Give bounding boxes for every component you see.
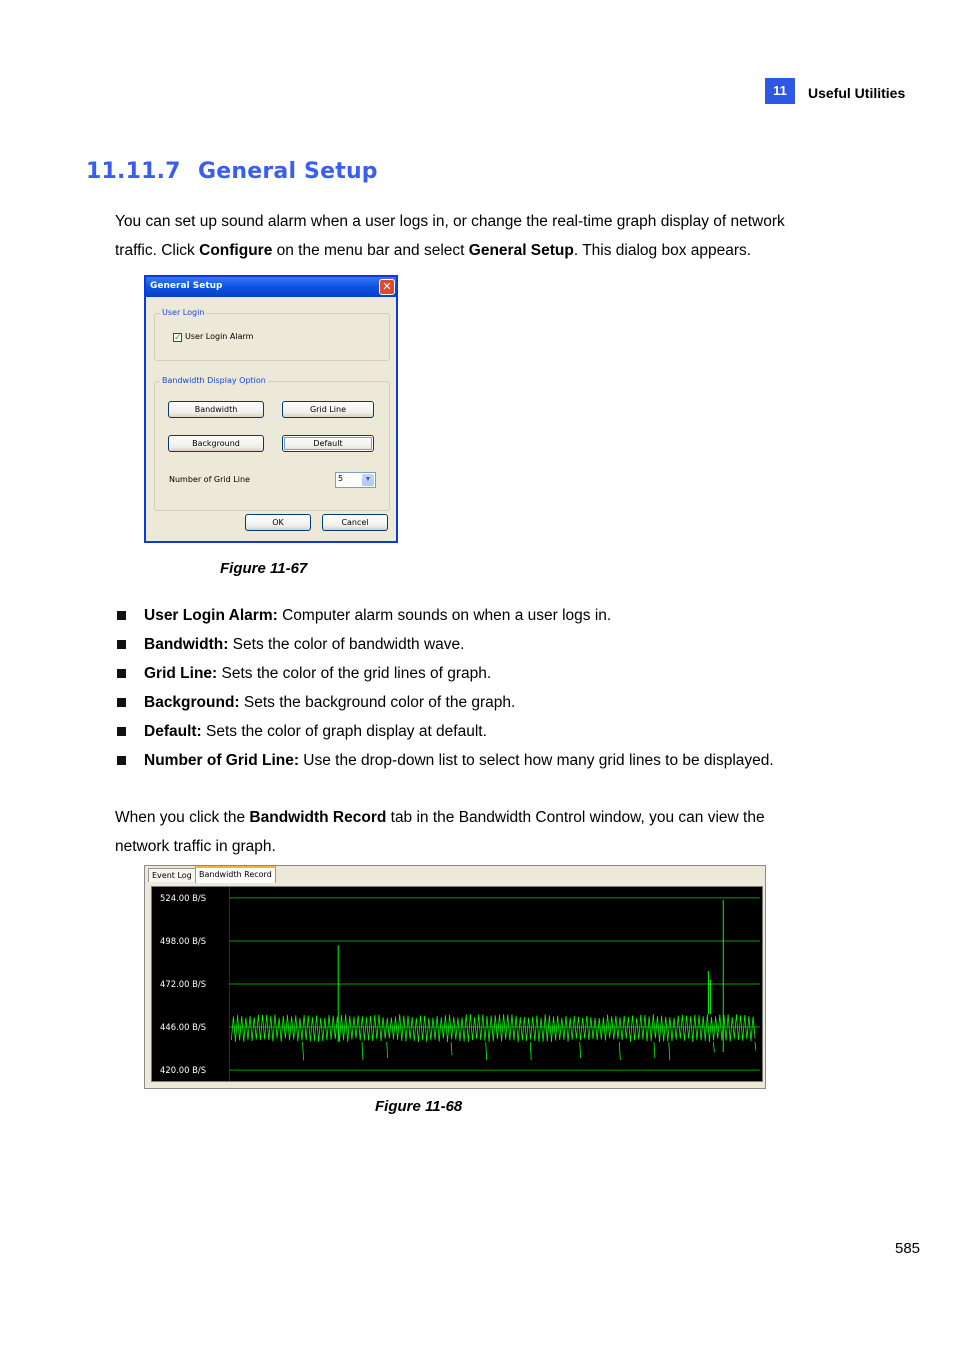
bandwidth-dip — [580, 1042, 581, 1058]
intro-line-2: traffic. Click Configure on the menu bar and select General Setup. This dialog box appears. — [115, 242, 752, 259]
user-login-alarm-checkbox[interactable]: ✓ — [174, 332, 182, 342]
bandwidth-paragraph-line-2: network traffic in graph. — [115, 838, 276, 855]
bandwidth-dip — [713, 1042, 714, 1052]
chapter-number-badge: 11 — [765, 78, 795, 104]
list-item: Grid Line: Sets the color of the grid lines of graph. — [116, 659, 774, 688]
bandwidth-paragraph — [115, 803, 855, 861]
user-login-group — [154, 308, 390, 361]
bullet-square-icon — [117, 640, 126, 649]
chapter-title: Useful Utilities — [808, 85, 906, 101]
graph-y-label: 498.00 B/S — [160, 935, 207, 946]
graph-y-label: 420.00 B/S — [160, 1065, 207, 1076]
user-login-alarm-label: User Login Alarm — [185, 332, 254, 341]
dialog-title: General Setup — [150, 281, 223, 291]
default-button[interactable]: Default — [282, 435, 374, 452]
close-icon[interactable]: ✕ — [379, 279, 395, 295]
grid-line-button[interactable]: Grid Line — [282, 401, 374, 418]
section-title: General Setup — [198, 159, 378, 184]
list-item: Background: Sets the background color of the graph. — [116, 688, 774, 717]
figure-caption-1: Figure 11-67 — [220, 560, 308, 577]
bullet-square-icon — [117, 727, 126, 736]
list-item: Default: Sets the color of graph display at default. — [116, 717, 774, 746]
bandwidth-dip — [387, 1042, 388, 1058]
background-button[interactable]: Background — [168, 435, 264, 452]
bullet-square-icon — [117, 669, 126, 678]
intro-paragraph — [115, 207, 855, 265]
tab-event-log[interactable]: Event Log — [148, 868, 196, 882]
grid-count-dropdown[interactable] — [335, 472, 376, 488]
tab-bandwidth-record[interactable]: Bandwidth Record — [195, 866, 276, 883]
bullet-square-icon — [117, 611, 126, 620]
list-item: Bandwidth: Sets the color of bandwidth wave. — [116, 630, 774, 659]
bandwidth-dip — [451, 1042, 452, 1055]
bullet-square-icon — [117, 698, 126, 707]
list-item: Number of Grid Line: Use the drop-down list to select how many grid lines to be displayed. — [116, 746, 774, 775]
bandwidth-dip — [530, 1042, 531, 1060]
bandwidth-button[interactable]: Bandwidth — [168, 401, 264, 418]
cancel-button[interactable]: Cancel — [322, 514, 388, 531]
bandwidth-dip — [654, 1042, 655, 1058]
bandwidth-dip — [362, 1042, 363, 1060]
bandwidth-dip — [669, 1042, 670, 1060]
bandwidth-dip — [303, 1042, 304, 1060]
chevron-down-icon[interactable]: ▼ — [362, 474, 374, 486]
section-number: 11.11.7 — [86, 159, 181, 184]
section-heading — [86, 159, 378, 184]
graph-y-label: 446.00 B/S — [160, 1022, 207, 1033]
bandwidth-graph — [151, 886, 763, 1082]
graph-y-label: 524.00 B/S — [160, 892, 207, 903]
page-number: 585 — [895, 1240, 921, 1257]
grid-count-value: 5 — [338, 474, 344, 483]
user-login-group-label: User Login — [162, 308, 205, 317]
bullet-square-icon — [117, 756, 126, 765]
bandwidth-display-group-label: Bandwidth Display Option — [162, 376, 266, 385]
bandwidth-dip — [619, 1042, 620, 1060]
bandwidth-dip — [486, 1042, 487, 1060]
bandwidth-display-group — [154, 376, 390, 511]
intro-line-1: You can set up sound alarm when a user logs in, or change the real-time graph display of network — [115, 213, 785, 230]
general-setup-dialog — [144, 275, 398, 543]
bandwidth-control-window — [144, 865, 766, 1089]
bandwidth-wave — [231, 1014, 755, 1042]
list-item: User Login Alarm: Computer alarm sounds on when a user logs in. — [116, 601, 774, 630]
figure-caption-2: Figure 11-68 — [375, 1098, 463, 1115]
dialog-titlebar[interactable] — [146, 277, 396, 297]
grid-count-label: Number of Grid Line — [169, 475, 250, 484]
bandwidth-paragraph-line-1: When you click the Bandwidth Record tab in the Bandwidth Control window, you can view the — [115, 809, 765, 826]
graph-y-label: 472.00 B/S — [160, 978, 207, 989]
feature-bullet-list — [116, 601, 774, 775]
bandwidth-dip — [755, 1042, 756, 1050]
ok-button[interactable]: OK — [245, 514, 311, 531]
